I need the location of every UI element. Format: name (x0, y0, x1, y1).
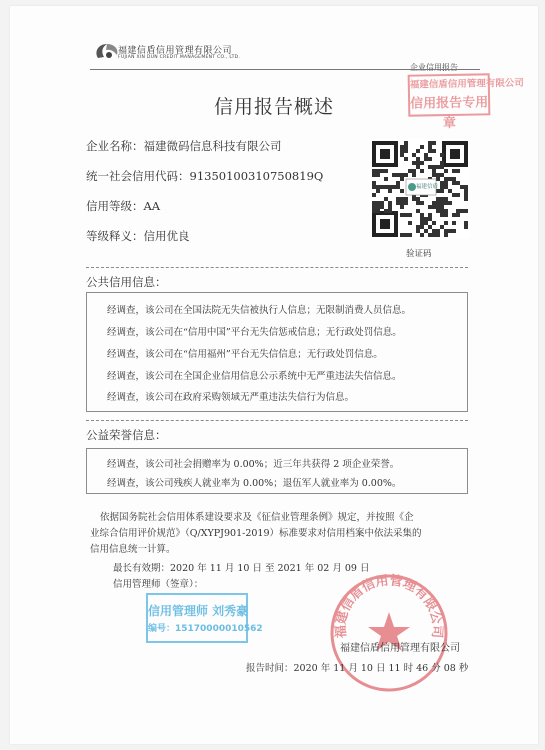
header-divider (90, 69, 480, 70)
page-title: 信用报告概述 (213, 96, 334, 118)
public-credit-line: 经调查，该公司在“信用福州”平台无失信信息；无行政处罚信息。 (107, 349, 383, 360)
honor-line: 经调查，该公司社会捐赠率为 0.00%；近三年共获得 2 项企业荣誉。 (107, 459, 400, 470)
manager-stamp-name: 信用管理师 刘秀豪 (148, 604, 249, 618)
public-credit-box (86, 292, 468, 412)
public-credit-line: 经调查，该公司在全国法院无失信被执行人信息；无限制消费人员信息。 (107, 305, 412, 316)
issuer-name: 福建信盾信用管理有限公司 (340, 643, 460, 654)
report-seal-line1: 福建信盾信用管理有限公司 (409, 77, 524, 91)
header-report-label: 企业信用报告 (410, 63, 458, 72)
grade-description: 等级释义：信用优良 (86, 229, 190, 243)
report-time: 报告时间：2020 年 11 月 10 日 11 时 46 分 08 秒 (246, 663, 469, 674)
report-page (10, 6, 538, 744)
basis-line: 信用信息统一计算。 (90, 544, 176, 555)
header-company-name: 福建信盾信用管理有限公司 (118, 46, 233, 56)
seal-text: 福建信盾信用管理有限公司 (333, 573, 445, 639)
section-divider (86, 420, 468, 421)
report-seal-line2: 信用报告专用章 (410, 95, 489, 132)
honor-title: 公益荣誉信息： (86, 428, 167, 442)
honor-line: 经调查，该公司残疾人就业率为 0.00%；退伍军人就业率为 0.00%。 (107, 478, 402, 489)
credit-manager-stamp (146, 593, 263, 643)
public-credit-line: 经调查，该公司在“信用中国”平台无失信惩戒信息；无行政处罚信息。 (107, 327, 402, 338)
honor-box (86, 448, 468, 494)
credit-manager-label: 信用管理师（签章）： (113, 579, 204, 590)
basis-line: 依据国务院社会信用体系建设要求及《征信业管理条例》规定，并按照《企 (100, 512, 414, 523)
validity-period: 最长有效期：2020 年 11 月 10 日 至 2021 年 02 月 09 日 (113, 563, 370, 574)
qr-caption: 验证码 (406, 249, 432, 259)
company-name: 企业名称：福建微码信息科技有限公司 (86, 139, 282, 153)
header-company-name-en: FUJIAN XIN DUN CREDIT MANAGEMENT CO., LTD. (118, 55, 241, 60)
section-divider (86, 267, 468, 268)
public-credit-title: 公共信用信息： (86, 275, 167, 289)
manager-stamp-number: 编号：15170000010562 (148, 624, 263, 634)
credit-grade: 信用等级：AA (86, 199, 161, 213)
basis-paragraph (90, 510, 470, 558)
public-credit-line: 经调查，该公司在全国企业信用信息公示系统中无严重违法失信信息。 (107, 371, 402, 382)
company-seal-icon (328, 572, 450, 694)
qr-badge-text: 福建信盾 (416, 184, 439, 190)
public-credit-line: 经调查，该公司在政府采购领域无严重违法失信行为信息。 (107, 392, 355, 403)
basis-line: 业综合信用评价规范》（Q/XYPJ901-2019）标准要求对信用档案中依法采集的 (90, 528, 422, 539)
credit-code: 统一社会信用代码：91350100310750819Q (86, 169, 324, 183)
